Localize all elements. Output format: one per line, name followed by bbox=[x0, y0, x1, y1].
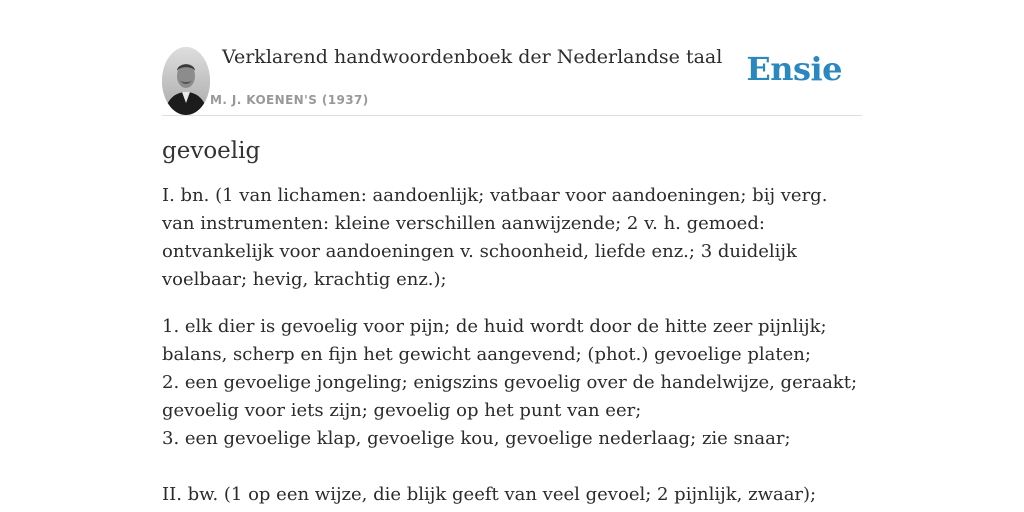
header-divider bbox=[162, 115, 862, 116]
example-line: 1. elk dier is gevoelig voor pijn; de huid wordt door de hitte zeer pijnlijk; balans, scherp en fijn het gewicht aangevend; (phot.) gevoelige platen; bbox=[162, 316, 827, 365]
dictionary-author: M. J. KOENEN'S (1937) bbox=[210, 93, 369, 107]
example-line: 3. een gevoelige klap, gevoelige kou, gevoelige nederlaag; zie snaar; bbox=[162, 428, 791, 449]
ensie-logo[interactable]: Ensie bbox=[746, 50, 842, 88]
entry-content bbox=[162, 138, 862, 509]
example-line: 2. een gevoelige jongeling; enigszins gevoelig over de handelwijze, geraakt; gevoelig voor iets zijn; gevoelig op het punt van eer; bbox=[162, 372, 858, 421]
entry-adverb: II. bw. (1 op een wijze, die blijk geeft van veel gevoel; 2 pijnlijk, zwaar); bbox=[162, 484, 817, 505]
entry-headword: gevoelig bbox=[162, 138, 261, 164]
entry-examples bbox=[162, 313, 862, 453]
site-header bbox=[162, 0, 862, 116]
author-portrait-icon bbox=[162, 47, 210, 115]
dictionary-subtitle: Verklarend handwoordenboek der Nederlandse taal bbox=[222, 46, 723, 68]
entry-definition: I. bn. (1 van lichamen: aandoenlijk; vatbaar voor aandoeningen; bij verg. van instrumenten: kleine verschillen aanwijzende; 2 v. h. gemoed: ontvankelijk voor aandoeningen v. schoonheid, liefde enz.; 3 duidelijk voelbaar; hevig, krachtig enz.); bbox=[162, 185, 828, 290]
